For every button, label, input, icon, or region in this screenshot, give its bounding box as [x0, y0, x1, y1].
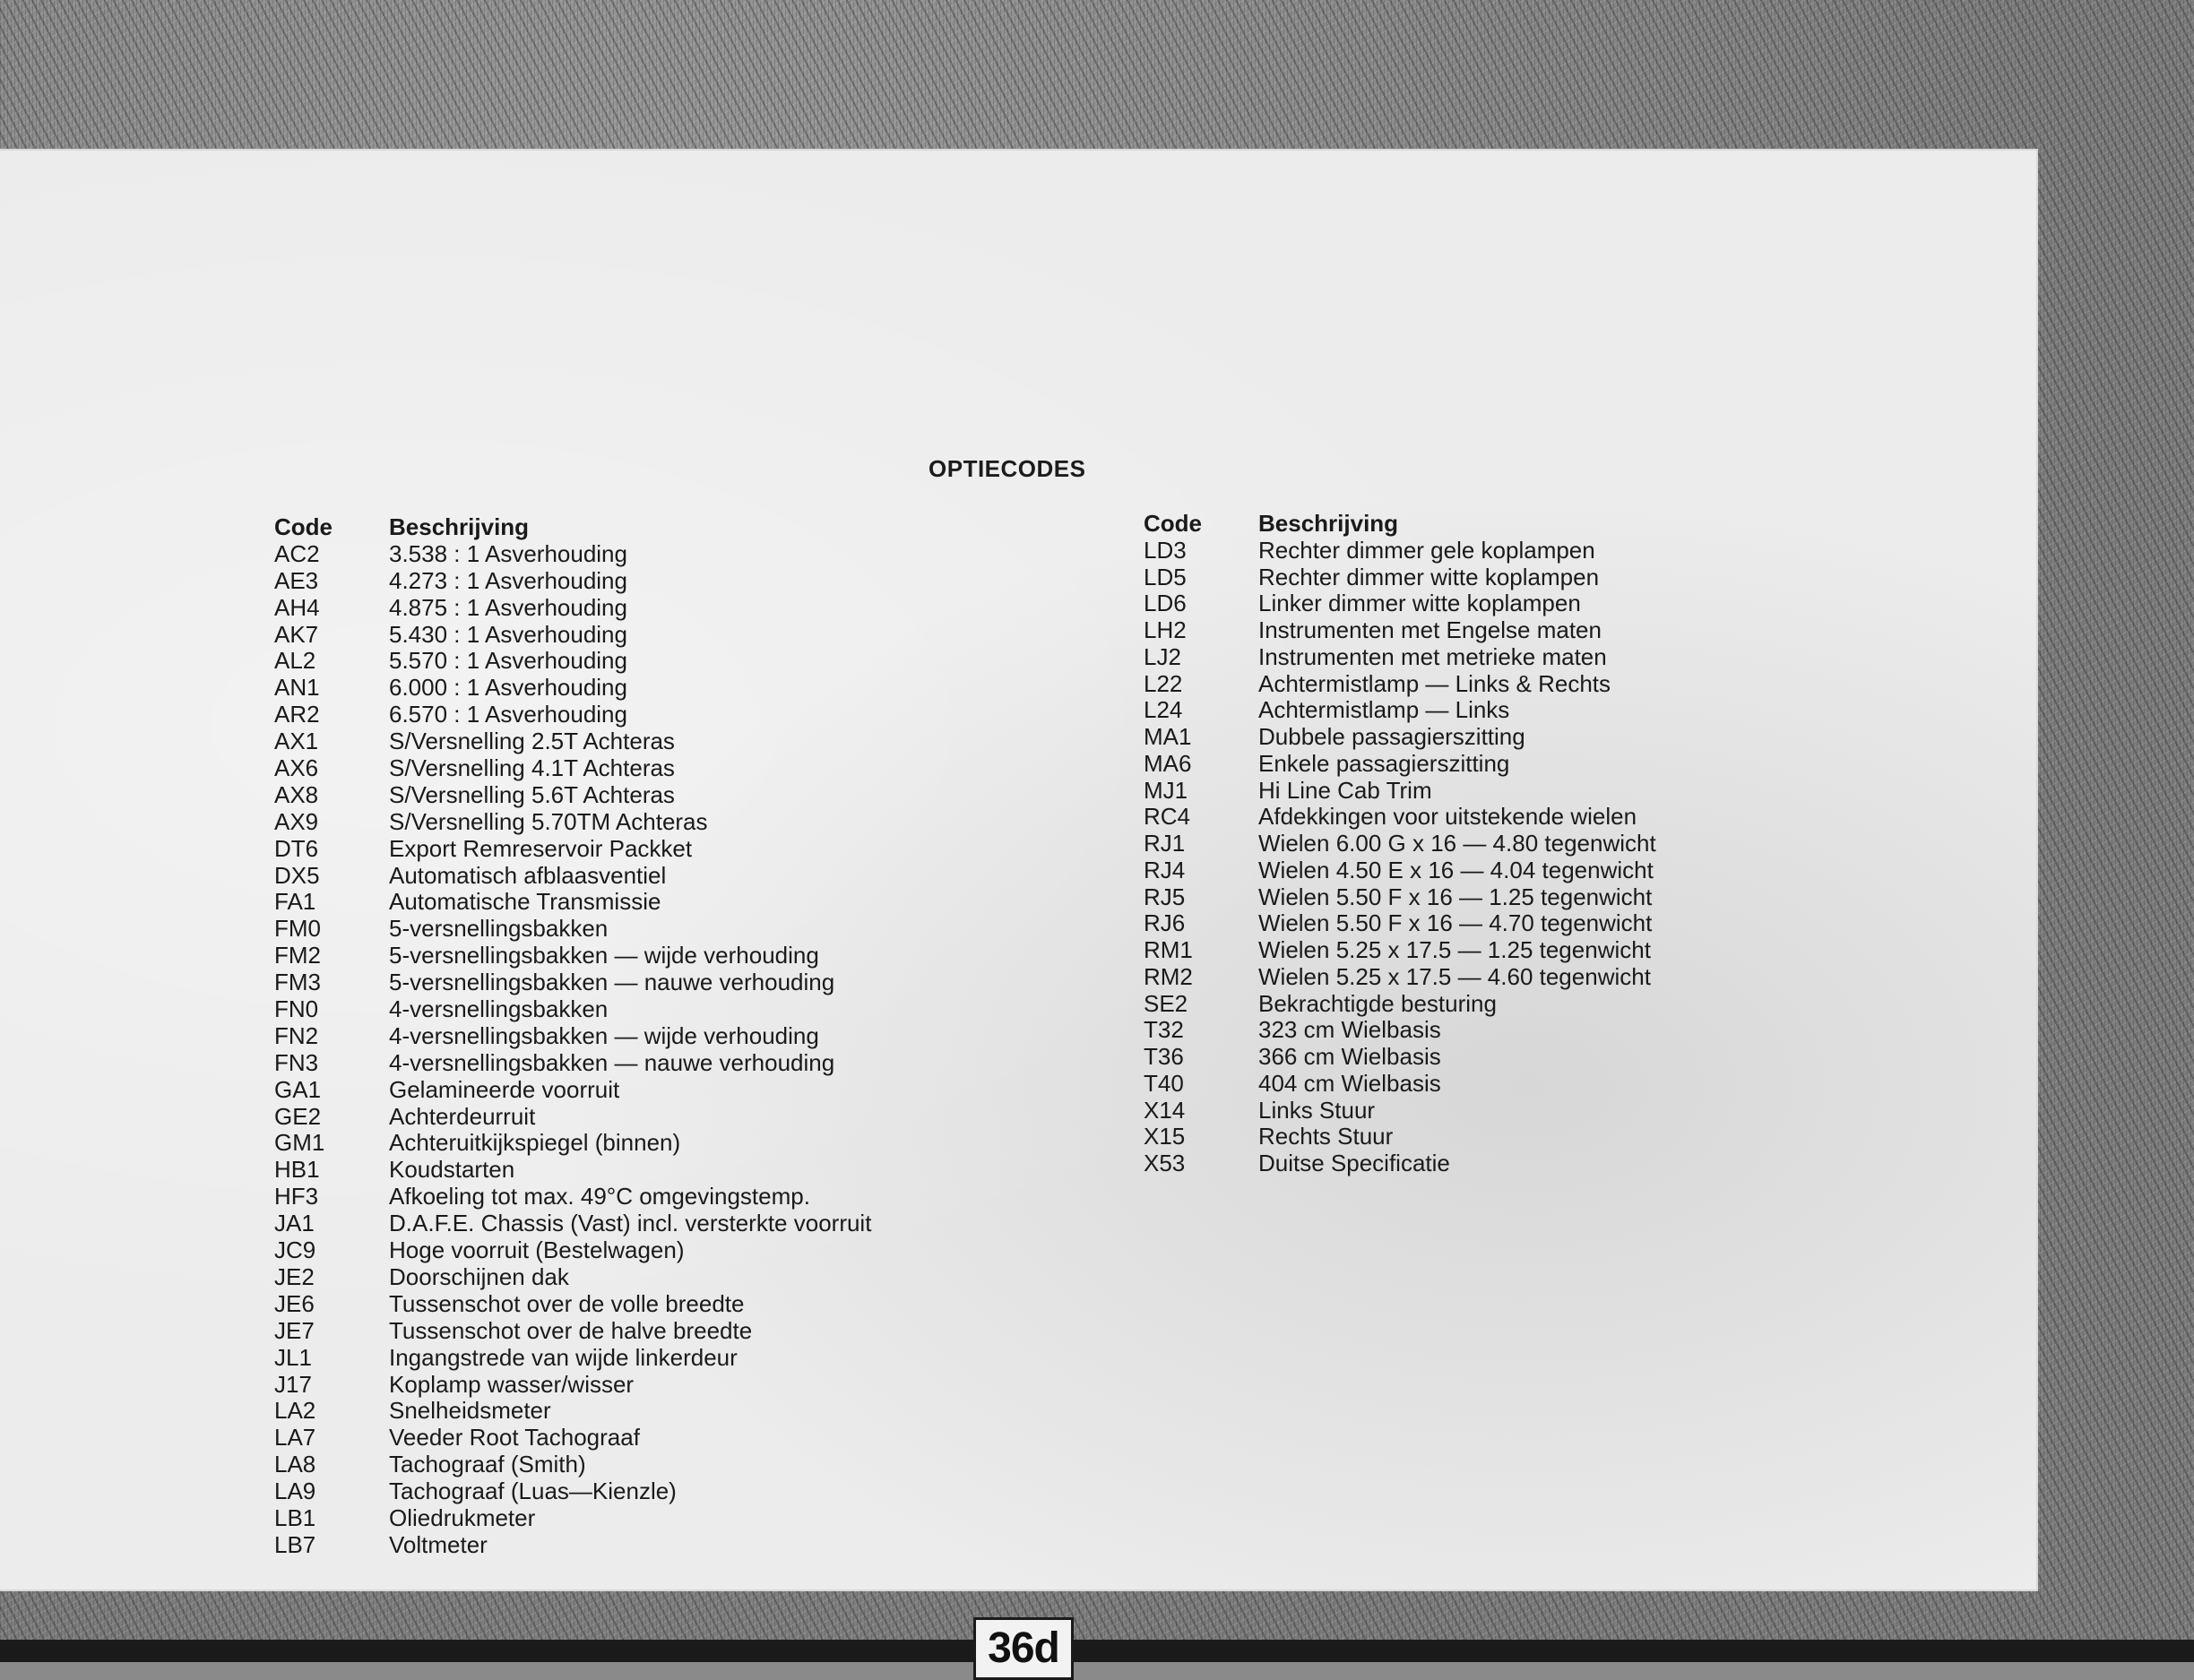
table-row [1144, 1098, 1656, 1124]
option-code: AK7 [274, 620, 319, 648]
table-row [274, 1210, 871, 1237]
option-description: Instrumenten met Engelse maten [1258, 616, 1602, 643]
table-row [274, 755, 871, 782]
option-description: Ingangstrede van wijde linkerdeur [389, 1343, 738, 1371]
option-description: 404 cm Wielbasis [1258, 1069, 1441, 1097]
option-code: RJ5 [1144, 883, 1186, 910]
table-header [1144, 511, 1656, 538]
option-description: Achtermistlamp — Links [1258, 696, 1510, 724]
option-description: Rechter dimmer witte koplampen [1258, 563, 1600, 590]
table-row [274, 969, 871, 996]
option-code: LB7 [274, 1530, 316, 1558]
table-row [1144, 910, 1656, 937]
option-description: Hi Line Cab Trim [1258, 776, 1432, 804]
option-code: T32 [1144, 1016, 1184, 1044]
option-description: S/Versnelling 5.70TM Achteras [389, 807, 708, 835]
table-row [274, 1398, 871, 1425]
option-code: JA1 [274, 1210, 315, 1237]
table-row [1144, 671, 1656, 698]
option-description: Wielen 4.50 E x 16 — 4.04 tegenwicht [1258, 856, 1654, 883]
option-code: SE2 [1144, 989, 1188, 1017]
table-row [1144, 937, 1656, 964]
table-row [274, 622, 871, 649]
table-row [1144, 697, 1656, 724]
option-description: Doorschijnen dak [389, 1262, 569, 1290]
table-row [274, 1264, 871, 1291]
option-code: AX9 [274, 807, 319, 835]
table-row [1144, 964, 1656, 991]
table-row [1144, 804, 1656, 831]
option-description: Oliedrukmeter [389, 1503, 536, 1531]
option-description: Bekrachtigde besturing [1258, 989, 1497, 1017]
description-header: Beschrijving [1258, 510, 1399, 537]
option-code: AX6 [274, 754, 319, 782]
table-row [1144, 857, 1656, 884]
table-row [1144, 1124, 1656, 1150]
option-description: Automatische Transmissie [389, 888, 661, 916]
table-row [1144, 617, 1656, 644]
left-code-table [274, 514, 871, 1559]
table-row [274, 1050, 871, 1077]
option-code: RC4 [1144, 803, 1191, 831]
right-rows [1144, 538, 1656, 1177]
option-description: Wielen 5.50 F x 16 — 1.25 tegenwicht [1258, 883, 1653, 910]
option-description: Links Stuur [1258, 1096, 1376, 1124]
option-description: Tussenschot over de halve breedte [389, 1316, 753, 1344]
option-code: JL1 [274, 1343, 312, 1371]
right-code-table [1144, 511, 1656, 1177]
option-description: Wielen 6.00 G x 16 — 4.80 tegenwicht [1258, 830, 1656, 857]
table-row [1144, 884, 1656, 911]
table-row [274, 728, 871, 755]
option-code: HB1 [274, 1156, 320, 1184]
option-code: FM0 [274, 915, 321, 943]
table-row [1144, 1071, 1656, 1098]
option-description: 5-versnellingsbakken — nauwe verhouding [389, 969, 835, 996]
option-code: FA1 [274, 888, 316, 916]
table-row [274, 568, 871, 595]
option-description: Tachograaf (Smith) [389, 1451, 586, 1478]
table-row [1144, 778, 1656, 805]
table-row [274, 863, 871, 890]
option-code: LA2 [274, 1397, 316, 1425]
option-code: JC9 [274, 1236, 316, 1264]
table-row [274, 1184, 871, 1210]
table-row [274, 648, 871, 675]
option-description: Tussenschot over de volle breedte [389, 1289, 745, 1317]
table-row [274, 836, 871, 863]
option-code: RJ6 [1144, 909, 1186, 937]
option-description: Instrumenten met metrieke maten [1258, 642, 1607, 670]
page-title: OPTIECODES [929, 455, 1086, 482]
option-code: AX1 [274, 728, 319, 755]
option-code: LJ2 [1144, 642, 1181, 670]
option-code: LA7 [274, 1424, 316, 1452]
table-row [274, 1104, 871, 1131]
option-description: Wielen 5.25 x 17.5 — 1.25 tegenwicht [1258, 936, 1651, 963]
option-code: LD6 [1144, 590, 1187, 617]
option-code: DT6 [274, 834, 319, 862]
option-code: MJ1 [1144, 776, 1188, 804]
option-description: Tachograaf (Luas—Kienzle) [389, 1478, 677, 1505]
code-header: Code [1144, 510, 1202, 537]
option-description: S/Versnelling 5.6T Achteras [389, 780, 675, 808]
option-code: AE3 [274, 566, 319, 594]
option-description: 6.570 : 1 Asverhouding [389, 701, 627, 728]
option-code: MA6 [1144, 749, 1192, 777]
option-code: FN2 [274, 1021, 319, 1049]
option-code: LH2 [1144, 616, 1187, 643]
option-description: 323 cm Wielbasis [1258, 1016, 1441, 1044]
option-code: AR2 [274, 701, 320, 728]
option-description: 5-versnellingsbakken [389, 915, 609, 943]
option-description: Achteruitkijkspiegel (binnen) [389, 1129, 681, 1157]
option-description: 5.570 : 1 Asverhouding [389, 647, 627, 675]
option-description: Veeder Root Tachograaf [389, 1424, 640, 1452]
table-row [274, 1077, 871, 1104]
document-sheet [0, 151, 2036, 1672]
option-code: JE2 [274, 1262, 315, 1290]
option-description: Afkoeling tot max. 49°C omgevingstemp. [389, 1183, 810, 1210]
left-rows [274, 541, 871, 1559]
option-description: Gelamineerde voorruit [389, 1075, 620, 1103]
option-description: 4.875 : 1 Asverhouding [389, 593, 627, 621]
option-code: DX5 [274, 861, 320, 889]
option-code: LD3 [1144, 536, 1187, 564]
table-row [274, 916, 871, 943]
table-row [274, 1345, 871, 1372]
table-row [274, 996, 871, 1023]
table-row [274, 782, 871, 809]
table-row [274, 1452, 871, 1478]
table-row [274, 1532, 871, 1559]
table-row [1144, 991, 1656, 1018]
option-description: Wielen 5.25 x 17.5 — 4.60 tegenwicht [1258, 962, 1651, 990]
option-code: AC2 [274, 539, 320, 567]
table-row [274, 702, 871, 728]
option-code: JE7 [274, 1316, 315, 1344]
table-row [1144, 724, 1656, 751]
option-code: X15 [1144, 1123, 1186, 1150]
table-row [274, 809, 871, 836]
option-description: Afdekkingen voor uitstekende wielen [1258, 803, 1637, 831]
option-description: Duitse Specificatie [1258, 1150, 1450, 1176]
option-code: FM3 [274, 969, 321, 996]
table-row [274, 675, 871, 702]
option-description: D.A.F.E. Chassis (Vast) incl. versterkte voorruit [389, 1210, 872, 1237]
option-code: FM2 [274, 942, 321, 969]
table-row [1144, 831, 1656, 857]
option-code: GA1 [274, 1075, 322, 1103]
option-description: Koplamp wasser/wisser [389, 1370, 635, 1398]
table-row [274, 1372, 871, 1399]
option-code: RJ1 [1144, 830, 1186, 857]
option-code: MA1 [1144, 723, 1192, 750]
option-code: J17 [274, 1370, 312, 1398]
option-code: AN1 [274, 674, 320, 702]
table-row [1144, 590, 1656, 617]
option-description: Achterdeurruit [389, 1102, 536, 1130]
table-row [274, 595, 871, 622]
option-description: 5-versnellingsbakken — wijde verhouding [389, 942, 819, 969]
option-description: S/Versnelling 4.1T Achteras [389, 754, 675, 782]
option-code: LA9 [274, 1478, 316, 1505]
option-description: Linker dimmer witte koplampen [1258, 590, 1581, 617]
option-description: 6.000 : 1 Asverhouding [389, 674, 627, 702]
option-code: GE2 [274, 1102, 322, 1130]
table-row [1144, 1150, 1656, 1177]
table-row [274, 1157, 871, 1184]
table-row [1144, 751, 1656, 778]
option-description: 4-versnellingsbakken — nauwe verhouding [389, 1048, 835, 1076]
option-code: AH4 [274, 593, 320, 621]
table-row [274, 1478, 871, 1505]
option-code: RJ4 [1144, 856, 1186, 883]
table-row [1144, 644, 1656, 671]
option-description: Enkele passagierszitting [1258, 749, 1510, 777]
option-code: RM1 [1144, 936, 1193, 963]
table-row [274, 1023, 871, 1050]
option-code: FN3 [274, 1048, 319, 1076]
option-code: T40 [1144, 1069, 1184, 1097]
option-description: Export Remreservoir Packket [389, 834, 693, 862]
table-row [1144, 564, 1656, 591]
table-row [274, 1130, 871, 1157]
option-code: X53 [1144, 1150, 1186, 1176]
option-description: 3.538 : 1 Asverhouding [389, 539, 627, 567]
option-description: Hoge voorruit (Bestelwagen) [389, 1236, 685, 1264]
option-code: AL2 [274, 647, 316, 675]
option-description: Rechter dimmer gele koplampen [1258, 536, 1595, 564]
table-row [274, 1505, 871, 1532]
table-row [274, 1318, 871, 1345]
description-header: Beschrijving [389, 513, 530, 540]
option-code: FN0 [274, 995, 319, 1023]
option-code: LB1 [274, 1503, 316, 1531]
option-description: Wielen 5.50 F x 16 — 4.70 tegenwicht [1258, 909, 1653, 937]
option-code: JE6 [274, 1289, 315, 1317]
table-row [1144, 1017, 1656, 1044]
option-code: AX8 [274, 780, 319, 808]
option-description: 5.430 : 1 Asverhouding [389, 620, 627, 648]
option-description: 4.273 : 1 Asverhouding [389, 566, 627, 594]
bottom-dark-band [0, 1640, 2194, 1662]
option-description: Achtermistlamp — Links & Rechts [1258, 669, 1611, 697]
option-code: L24 [1144, 696, 1183, 724]
option-description: Dubbele passagierszitting [1258, 723, 1525, 750]
code-header: Code [274, 513, 333, 540]
table-row [274, 943, 871, 969]
table-header [274, 514, 871, 541]
page-number-box: 36d [973, 1617, 1074, 1680]
table-row [274, 1237, 871, 1264]
option-description: Koudstarten [389, 1156, 515, 1184]
table-row [274, 1425, 871, 1452]
option-description: 4-versnellingsbakken [389, 995, 609, 1023]
table-row [1144, 1044, 1656, 1071]
option-description: Automatisch afblaasventiel [389, 861, 667, 889]
option-description: Rechts Stuur [1258, 1123, 1394, 1150]
option-description: Voltmeter [389, 1530, 488, 1558]
option-description: Snelheidsmeter [389, 1397, 551, 1425]
option-description: 366 cm Wielbasis [1258, 1043, 1441, 1070]
option-description: 4-versnellingsbakken — wijde verhouding [389, 1021, 819, 1049]
table-row [1144, 538, 1656, 564]
option-code: RM2 [1144, 962, 1193, 990]
table-row [274, 541, 871, 568]
option-code: GM1 [274, 1129, 325, 1157]
option-code: LD5 [1144, 563, 1187, 590]
option-code: LA8 [274, 1451, 316, 1478]
option-code: X14 [1144, 1096, 1186, 1124]
option-description: S/Versnelling 2.5T Achteras [389, 728, 675, 755]
option-code: L22 [1144, 669, 1183, 697]
table-row [274, 889, 871, 916]
table-row [274, 1291, 871, 1318]
option-code: T36 [1144, 1043, 1184, 1070]
option-code: HF3 [274, 1183, 319, 1210]
